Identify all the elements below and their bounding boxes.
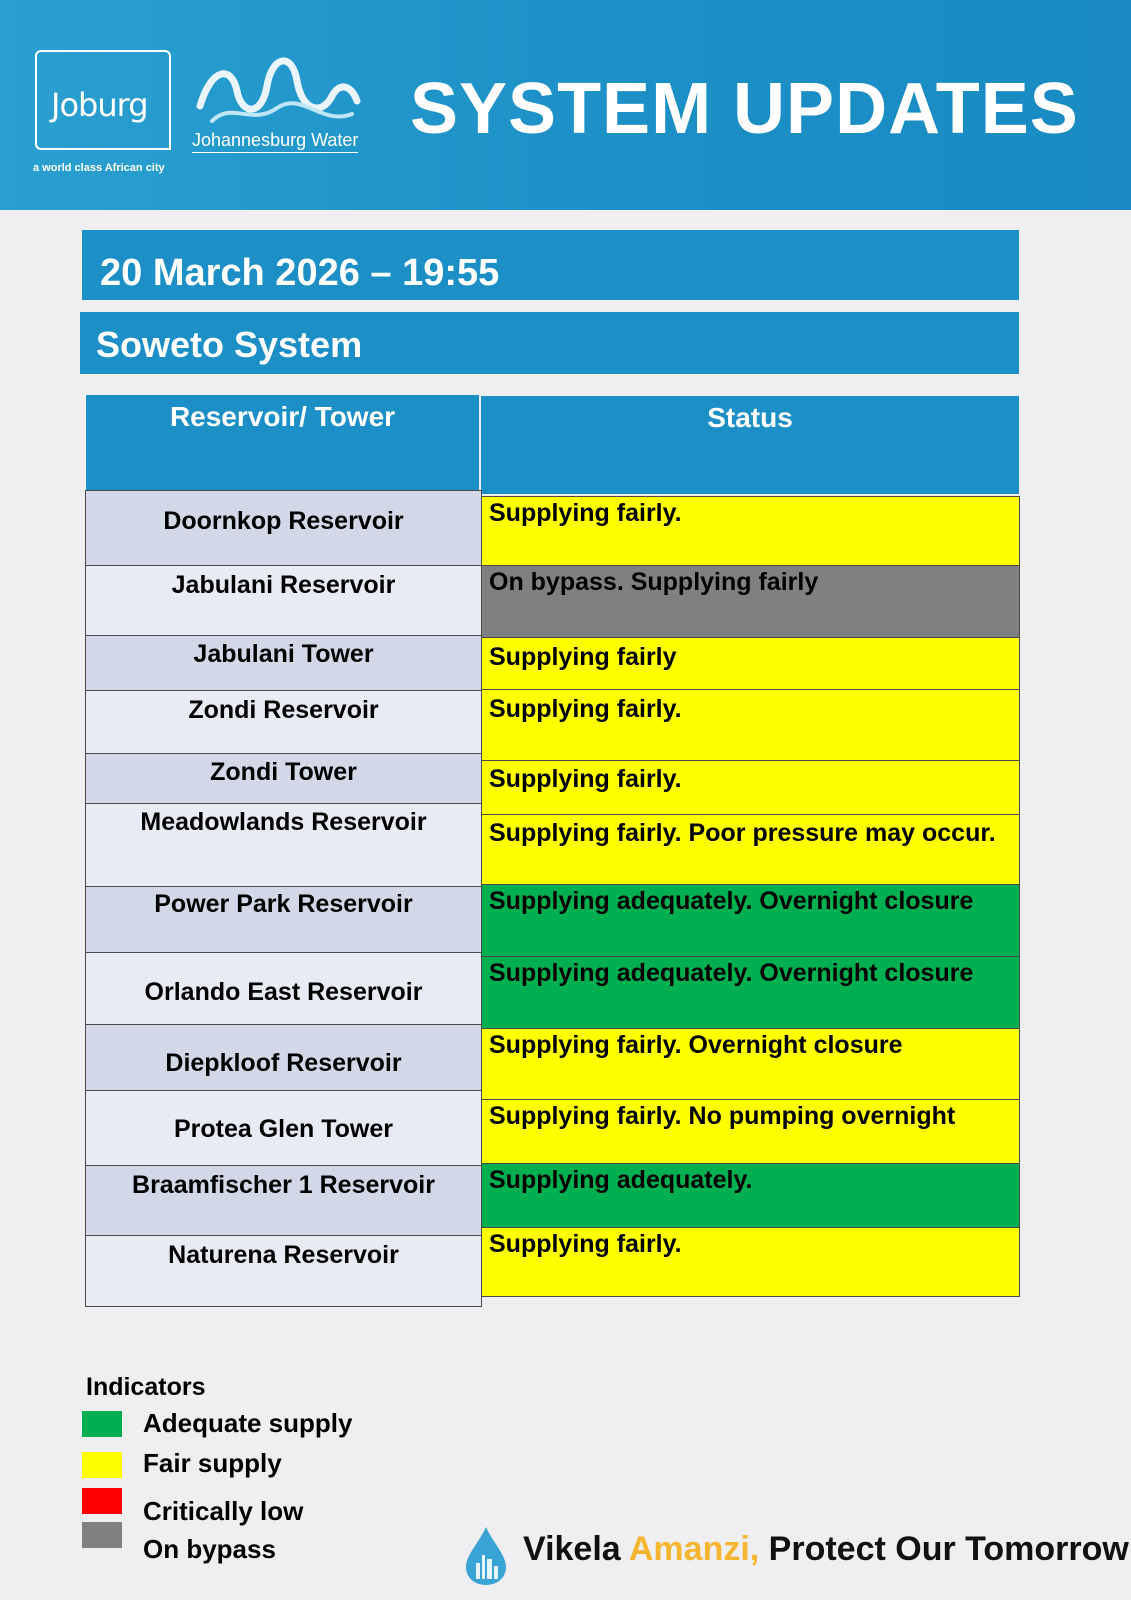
- indicator-label: Fair supply: [143, 1448, 282, 1478]
- critically-low-swatch: [82, 1488, 122, 1514]
- system-name-banner: Soweto System: [80, 312, 1019, 374]
- status-cell: Supplying fairly.: [481, 761, 1020, 815]
- status-cell: Supplying fairly.: [481, 496, 1020, 566]
- table-row-name: Jabulani Tower: [85, 636, 482, 691]
- column-header-reservoir: Reservoir/ Tower: [86, 395, 479, 490]
- status-cell: Supplying fairly. Overnight closure: [481, 1029, 1020, 1100]
- slogan: [523, 1530, 1129, 1569]
- status-cell: Supplying fairly. Poor pressure may occur.: [481, 815, 1020, 885]
- table-row-name: Diepkloof Reservoir: [85, 1025, 482, 1091]
- column-header-status: Status: [481, 396, 1019, 494]
- status-cell: Supplying adequately. Overnight closure: [481, 957, 1020, 1029]
- slogan-part2: Protect Our Tomorrow: [759, 1530, 1129, 1568]
- water-wave-icon: [192, 46, 362, 136]
- table-row-name: Meadowlands Reservoir: [85, 804, 482, 887]
- indicators-title: Indicators: [86, 1373, 206, 1401]
- status-cell: Supplying fairly.: [481, 1228, 1020, 1297]
- indicator-label: On bypass: [143, 1534, 276, 1564]
- table-row-name: Jabulani Reservoir: [85, 566, 482, 636]
- table-row-name: Doornkop Reservoir: [85, 490, 482, 566]
- adequate-supply-swatch: [82, 1411, 122, 1437]
- status-cell: Supplying fairly.: [481, 690, 1020, 761]
- slogan-accent: Amanzi,: [628, 1530, 760, 1568]
- status-cell: Supplying adequately. Overnight closure: [481, 885, 1020, 957]
- header-banner: [0, 0, 1131, 210]
- status-cell: Supplying adequately.: [481, 1164, 1020, 1228]
- indicator-label: Critically low: [143, 1496, 304, 1526]
- status-column: [481, 496, 1020, 1297]
- table-row-name: Naturena Reservoir: [85, 1236, 482, 1307]
- status-cell: Supplying fairly. No pumping overnight: [481, 1100, 1020, 1164]
- joburg-logo: [35, 50, 171, 150]
- page-title: SYSTEM UPDATES: [410, 69, 1079, 149]
- table-row-name: Braamfischer 1 Reservoir: [85, 1166, 482, 1236]
- johannesburg-water-brand: Johannesburg Water: [192, 130, 358, 153]
- table-row-name: Zondi Tower: [85, 754, 482, 804]
- table-row-name: Power Park Reservoir: [85, 887, 482, 953]
- joburg-tagline: a world class African city: [33, 162, 165, 174]
- slogan-part1: Vikela: [523, 1530, 629, 1568]
- water-drop-icon: [462, 1525, 510, 1587]
- reservoir-name-column: [85, 490, 482, 1307]
- status-cell: Supplying fairly: [481, 638, 1020, 690]
- fair-supply-swatch: [82, 1452, 122, 1478]
- status-cell: On bypass. Supplying fairly: [481, 566, 1020, 638]
- table-row-name: Protea Glen Tower: [85, 1091, 482, 1166]
- date-time-banner: 20 March 2026 – 19:55: [82, 230, 1019, 300]
- indicator-label: Adequate supply: [143, 1408, 353, 1438]
- table-row-name: Zondi Reservoir: [85, 691, 482, 754]
- joburg-logo-text: Joburg: [51, 86, 148, 124]
- on-bypass-swatch: [82, 1522, 122, 1548]
- table-row-name: Orlando East Reservoir: [85, 953, 482, 1025]
